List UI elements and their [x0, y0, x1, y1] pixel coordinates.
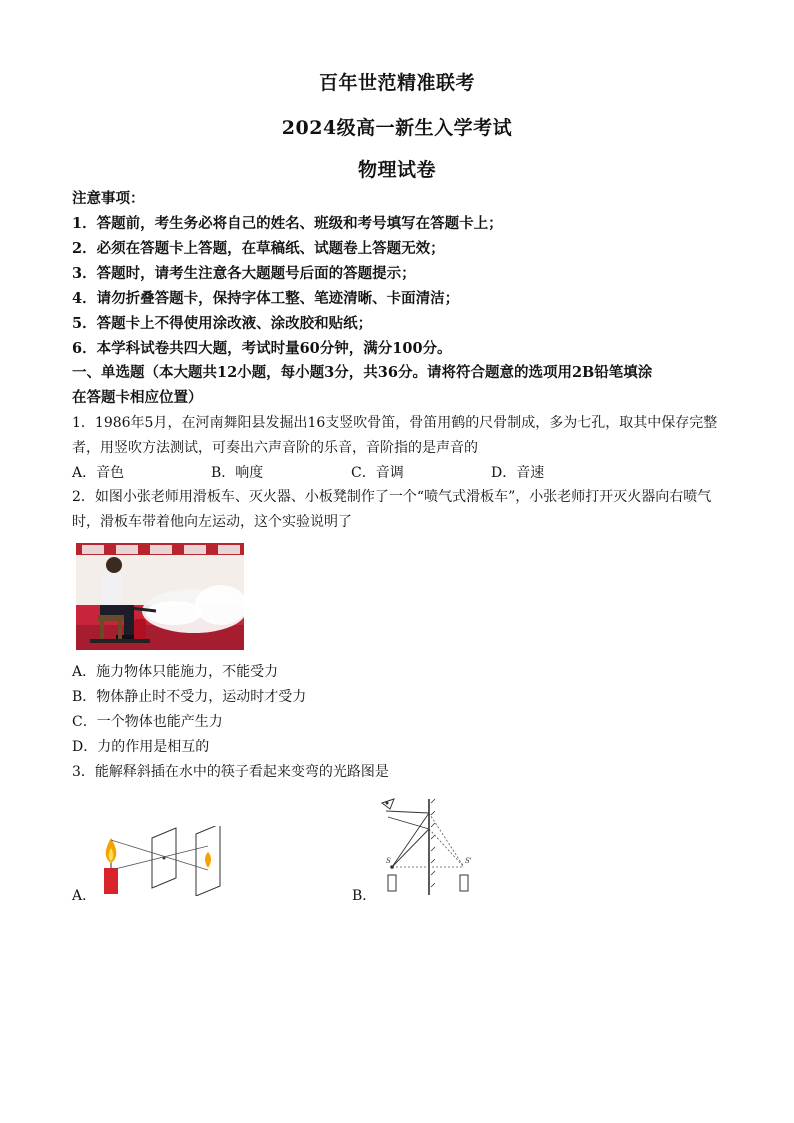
- q1-option-a: A．音色: [72, 465, 125, 481]
- exam-union-title: 百年世范精准联考: [318, 72, 475, 94]
- notice-item-2: 2．必须在答题卡上答题，在草稿纸、试题卷上答题无效；: [72, 240, 445, 257]
- notice-item-6: 6．本学科试卷共四大题，考试时量60分钟，满分100分。: [72, 340, 452, 357]
- q1-option-d: D．音速: [491, 465, 545, 481]
- notice-item-5: 5．答题卡上不得使用涂改液、涂改胶和贴纸；: [72, 315, 373, 332]
- q2-option-b: B．物体静止时不受力，运动时才受力: [72, 689, 307, 705]
- q2-stem-line2: 时，滑板车带着他向左运动，这个实验说明了: [72, 514, 352, 530]
- q2-jet-scooter-photo: [76, 543, 244, 650]
- section-heading-line2: 在答题卡相应位置）: [72, 389, 203, 406]
- q3-figure-b-s-prime-label: S': [465, 857, 472, 865]
- exam-name-title: 2024级高一新生入学考试: [281, 117, 513, 139]
- q3-figure-b-plane-mirror: [372, 795, 482, 903]
- notice-item-1: 1．答题前，考生务必将自己的姓名、班级和考号填写在答题卡上；: [72, 215, 503, 232]
- notice-heading: 注意事项：: [72, 190, 145, 207]
- q3-figure-b-s-label: S: [386, 857, 391, 865]
- q1-stem-line2: 者，用竖吹方法测试，可奏出六声音阶的乐音，音阶指的是声音的: [72, 440, 478, 456]
- q1-option-c: C．音调: [351, 465, 404, 481]
- q2-option-a: A．施力物体只能施力，不能受力: [72, 664, 279, 680]
- q2-option-d: D．力的作用是相互的: [72, 739, 210, 755]
- q3-option-b-label: B．: [352, 888, 377, 904]
- q1-option-b: B．响度: [211, 465, 264, 481]
- subject-title: 物理试卷: [357, 159, 436, 181]
- q3-stem: 3．能解释斜插在水中的筷子看起来变弯的光路图是: [72, 764, 389, 780]
- notice-item-4: 4．请勿折叠答题卡，保持字体工整、笔迹清晰、卡面清洁；: [72, 290, 460, 307]
- section-heading-line1: 一、单选题（本大题共12小题，每小题3分，共36分。请将符合题意的选项用2B铅笔填涂: [72, 364, 653, 381]
- q3-option-a-label: A．: [72, 888, 97, 904]
- q1-stem-line1: 1．1986年5月，在河南舞阳县发掘出16支竖吹骨笛，骨笛用鹤的尺骨制成，多为七孔，取其中保存完整: [72, 415, 718, 431]
- q2-stem-line1: 2．如图小张老师用滑板车、灭火器、小板凳制作了一个“喷气式滑板车”，小张老师打开灭火器向右喷气: [72, 489, 712, 505]
- q3-figure-a-pinhole: [96, 826, 228, 900]
- notice-item-3: 3．答题时，请考生注意各大题题号后面的答题提示；: [72, 265, 416, 282]
- q2-option-c: C．一个物体也能产生力: [72, 714, 223, 730]
